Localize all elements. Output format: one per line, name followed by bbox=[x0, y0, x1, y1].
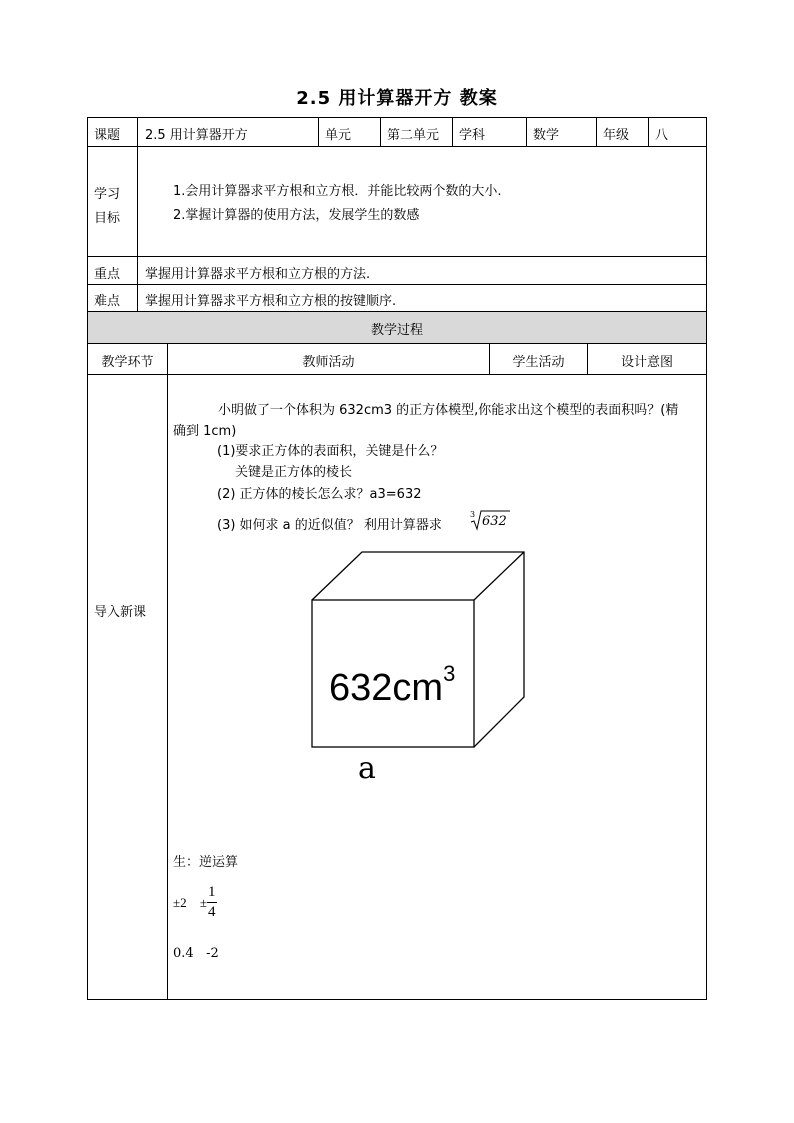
goal-item-1: 1.会用计算器求平方根和立方根．并能比较两个数的大小. bbox=[173, 184, 502, 199]
col-design: 设计意图 bbox=[620, 355, 673, 370]
cube-root-expression bbox=[468, 508, 512, 532]
stage-intro-label: 导入新课 bbox=[94, 605, 147, 620]
intro-question-line1: 小明做了一个体积为 632cm3 的正方体模型,你能求出这个模型的表面积吗？(精 bbox=[218, 403, 679, 418]
answer-row-2 bbox=[173, 885, 217, 920]
intro-q2: (2) 正方体的棱长怎么求？a3=632 bbox=[217, 487, 422, 502]
process-heading: 教学过程 bbox=[370, 323, 423, 338]
course-label: 课题 bbox=[94, 128, 121, 143]
col-teacher: 教师活动 bbox=[302, 355, 355, 370]
cube-edge-label: a bbox=[358, 751, 376, 786]
fraction-denominator: 4 bbox=[208, 904, 216, 920]
intro-q1: (1)要求正方体的表面积，关键是什么？ bbox=[217, 444, 444, 459]
student-answer: 生：逆运算 bbox=[173, 855, 239, 870]
col-stage: 教学环节 bbox=[101, 355, 154, 370]
subject-value: 数学 bbox=[533, 128, 560, 143]
unit-value: 第二单元 bbox=[387, 128, 440, 143]
goals-label-2: 目标 bbox=[94, 211, 121, 226]
cube-volume-value: 632cm bbox=[329, 667, 444, 709]
key-point-text: 掌握用计算器求平方根和立方根的方法. bbox=[145, 267, 371, 282]
root-radicand: 632 bbox=[482, 514, 507, 529]
intro-q1-answer: 关键是正方体的棱长 bbox=[235, 465, 353, 480]
page-title: 2.5 用计算器开方 教案 bbox=[296, 88, 498, 109]
col-student: 学生活动 bbox=[512, 355, 565, 370]
grade-label: 年级 bbox=[603, 128, 630, 143]
root-index: 3 bbox=[470, 510, 476, 519]
answer-pm-2: ±2 bbox=[173, 894, 187, 910]
answer-fraction bbox=[207, 885, 217, 920]
intro-q3: (3) 如何求 a 的近似值？ 利用计算器求 bbox=[217, 518, 442, 533]
unit-label: 单元 bbox=[325, 128, 352, 143]
fraction-numerator: 1 bbox=[207, 885, 217, 903]
cube-volume-exponent: 3 bbox=[443, 661, 456, 686]
difficulty-label: 难点 bbox=[94, 294, 121, 309]
subject-label: 学科 bbox=[459, 128, 486, 143]
answer-row-3: 0.4 -2 bbox=[173, 946, 219, 961]
key-point-label: 重点 bbox=[94, 267, 121, 282]
cube-volume-label bbox=[329, 661, 456, 709]
goal-item-2: 2.掌握计算器的使用方法，发展学生的数感 bbox=[173, 208, 420, 223]
answer-pm-sign: ± bbox=[199, 894, 208, 910]
goals-label-1: 学习 bbox=[94, 187, 121, 202]
difficulty-text: 掌握用计算器求平方根和立方根的按键顺序. bbox=[145, 294, 397, 309]
course-value: 2.5 用计算器开方 bbox=[145, 128, 248, 143]
cube-diagram bbox=[300, 545, 540, 755]
intro-question-line2: 确到 1cm) bbox=[173, 424, 237, 439]
grade-value: 八 bbox=[655, 128, 669, 143]
